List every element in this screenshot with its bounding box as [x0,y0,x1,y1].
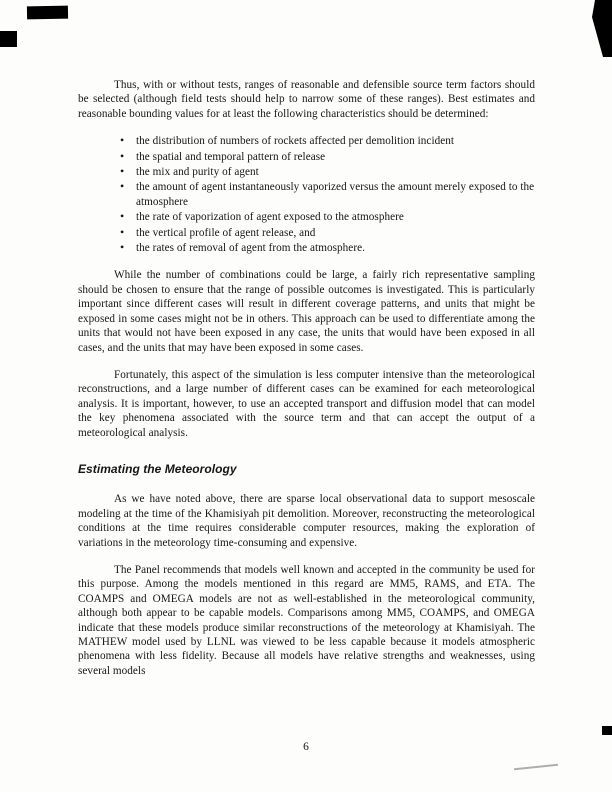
bullet-item: • the vertical profile of agent release, and [120,226,535,240]
page-number: 6 [303,741,309,753]
scan-artifact-top-left [27,6,68,20]
page-content [78,78,535,691]
scan-smudge-line [514,764,558,770]
bullet-item: • the distribution of numbers of rockets affected per demolition incident [120,134,535,148]
paragraph-source-term-factors: Thus, with or without tests, ranges of reasonable and defensible source term factors should be selected (although field tests should help to narrow some of these ranges). Best estimates and reasonable bounding values for at least the following characteristics should be determined: [78,79,535,120]
scan-artifact-top-right [592,0,612,57]
bullet-item: • the rate of vaporization of agent exposed to the atmosphere [120,210,535,224]
bullet-list [78,134,535,255]
bullet-item: • the rates of removal of agent from the atmosphere. [120,241,535,255]
paragraph-simulation: Fortunately, this aspect of the simulation is less computer intensive than the meteorological reconstructions, and a large number of different cases can be examined for each meteorological analysis. It is important, however, to use an accepted transport and diffusion model that can model the key phenomena associated with the source term and that can accept the output of a meteorological analysis. [78,368,535,439]
paragraph-model-recommendations: The Panel recommends that models well known and accepted in the community be used for this purpose. Among the models mentioned in this regard are MM5, RAMS, and ETA. The COAMPS and OMEGA models are not as well-established in the meteorological community, although both appear to be capable models. Comparisons among MM5, COAMPS, and OMEGA indicate that these models produce similar reconstructions of the meteorology at Khamisiyah. The MATHEW model used by LLNL was viewed to be less capable because it models atmospheric phenomena with less fidelity. Because all models have relative strengths and weaknesses, using several models [78,563,535,677]
paragraph-combinations: While the number of combinations could be large, a fairly rich representative sampling should be chosen to ensure that the range of possible outcomes is investigated. This is particularly important since different cases will result in different coverage patterns, and units that might be exposed in some cases might not be in others. This approach can be used to differentiate among the units that would not have been exposed in any case, the units that would have been exposed in all cases, and the units that may have been exposed in some cases. [78,269,535,354]
scan-artifact-left-edge [0,31,17,47]
section-heading-estimating-meteorology: Estimating the Meteorology [78,461,237,476]
scan-artifact-right-edge [602,726,612,735]
bullet-item: • the spatial and temporal pattern of release [120,150,535,164]
bullet-item: • the mix and purity of agent [120,165,535,179]
paragraph-observational-data: As we have noted above, there are sparse local observational data to support mesoscale modeling at the time of the Khamisiyah pit demolition. Moreover, reconstructing the meteorological conditions at the time requires considerable computer resources, making the exploration of variations in the meteorology time-consuming and expensive. [78,493,535,549]
bullet-item: • the amount of agent instantaneously vaporized versus the amount merely exposed to the atmosphere [120,180,535,209]
